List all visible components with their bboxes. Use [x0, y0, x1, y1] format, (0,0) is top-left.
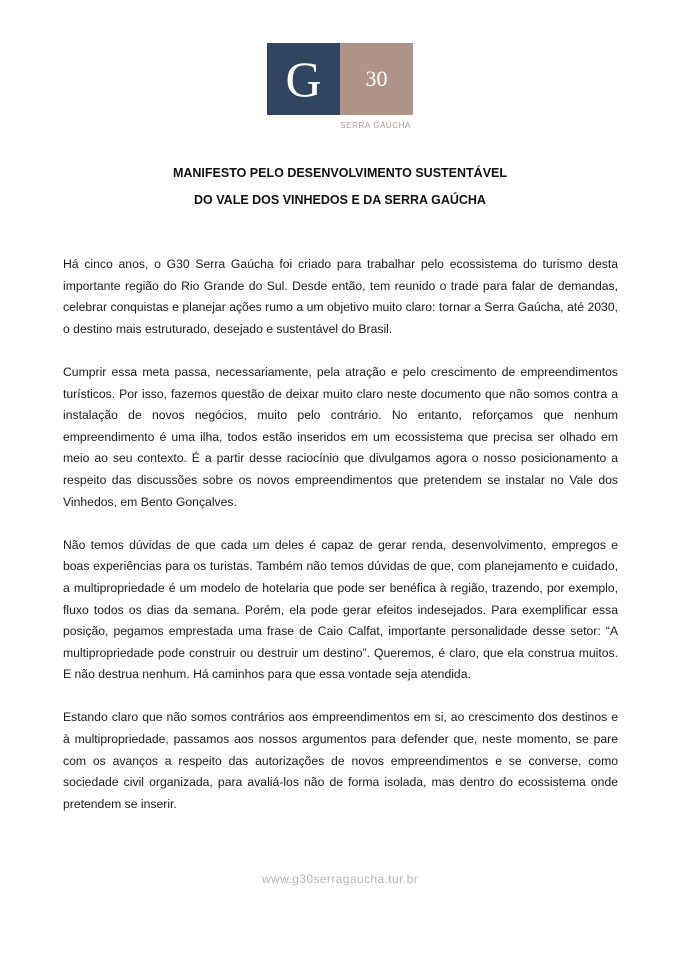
footer-website: www.g30serragaucha.tur.br [261, 872, 419, 886]
title-line-2: DO VALE DOS VINHEDOS E DA SERRA GAÚCHA [194, 193, 486, 207]
logo-tagline: SERRA GAÚCHA [340, 121, 411, 130]
paragraph-3: Não temos dúvidas de que cada um deles é capaz de gerar renda, desenvolvimento, empregos e boas experiências para os turistas. Também não temos dúvidas de que, com planejamento e cuidado, a multipropriedade é um modelo de hotelaria que pode ser benéfica à região, trazendo, por exemplo, fluxo todos os dias da semana. Porém, ela pode gerar efeitos indesejados. Para exemplificar essa posição, pegamos emprestada uma frase de Caio Calfat, importante personalidade desse setor: “A multipropriedade pode construir ou destruir um destino”. Queremos, é claro, que ela construa muitos. E não destrua nenhum. Há caminhos para que essa vontade seja atendida. [63, 537, 618, 682]
logo-number: 30 [340, 43, 413, 115]
paragraph-4: Estando claro que não somos contrários aos empreendimentos em si, ao crescimento dos destinos e à multipropriedade, passamos aos nossos argumentos para defender que, neste momento, se pare com os avanços a respeito das autorizações de novos empreendimentos e se converse, como sociedade civil organizada, para avaliá-los não de forma isolada, mas dentro do ecossistema onde pretendem se inserir. [63, 710, 618, 811]
paragraph-1: Há cinco anos, o G30 Serra Gaúcha foi criado para trabalhar pelo ecossistema do turismo desta importante região do Rio Grande do Sul. Desde então, tem reunido o trade para falar de demandas, celebrar conquistas e planejar ações rumo a um objetivo muito claro: tornar a Serra Gaúcha, até 2030, o destino mais estruturado, desejado e sustentável do Brasil. [63, 257, 618, 336]
logo-letter: G [267, 43, 340, 115]
g30-logo [267, 43, 413, 130]
logo-mark [267, 43, 413, 115]
document-title [0, 160, 680, 214]
document-body [63, 254, 618, 837]
title-line-1: MANIFESTO PELO DESENVOLVIMENTO SUSTENTÁVEL [172, 166, 508, 180]
paragraph-2: Cumprir essa meta passa, necessariamente, pela atração e pelo crescimento de empreendimentos turísticos. Por isso, fazemos questão de deixar muito claro neste documento que não somos contra a instalação de novos negócios, muito pelo contrário. No entanto, reforçamos que nenhum empreendimento é uma ilha, todos estão inseridos em um ecossistema que precisa ser olhado em meio ao seu contexto. É a partir desse raciocínio que divulgamos agora o nosso posicionamento a respeito das discussões sobre os novos empreendimentos que pretendem se instalar no Vale dos Vinhedos, em Bento Gonçalves. [63, 364, 618, 509]
